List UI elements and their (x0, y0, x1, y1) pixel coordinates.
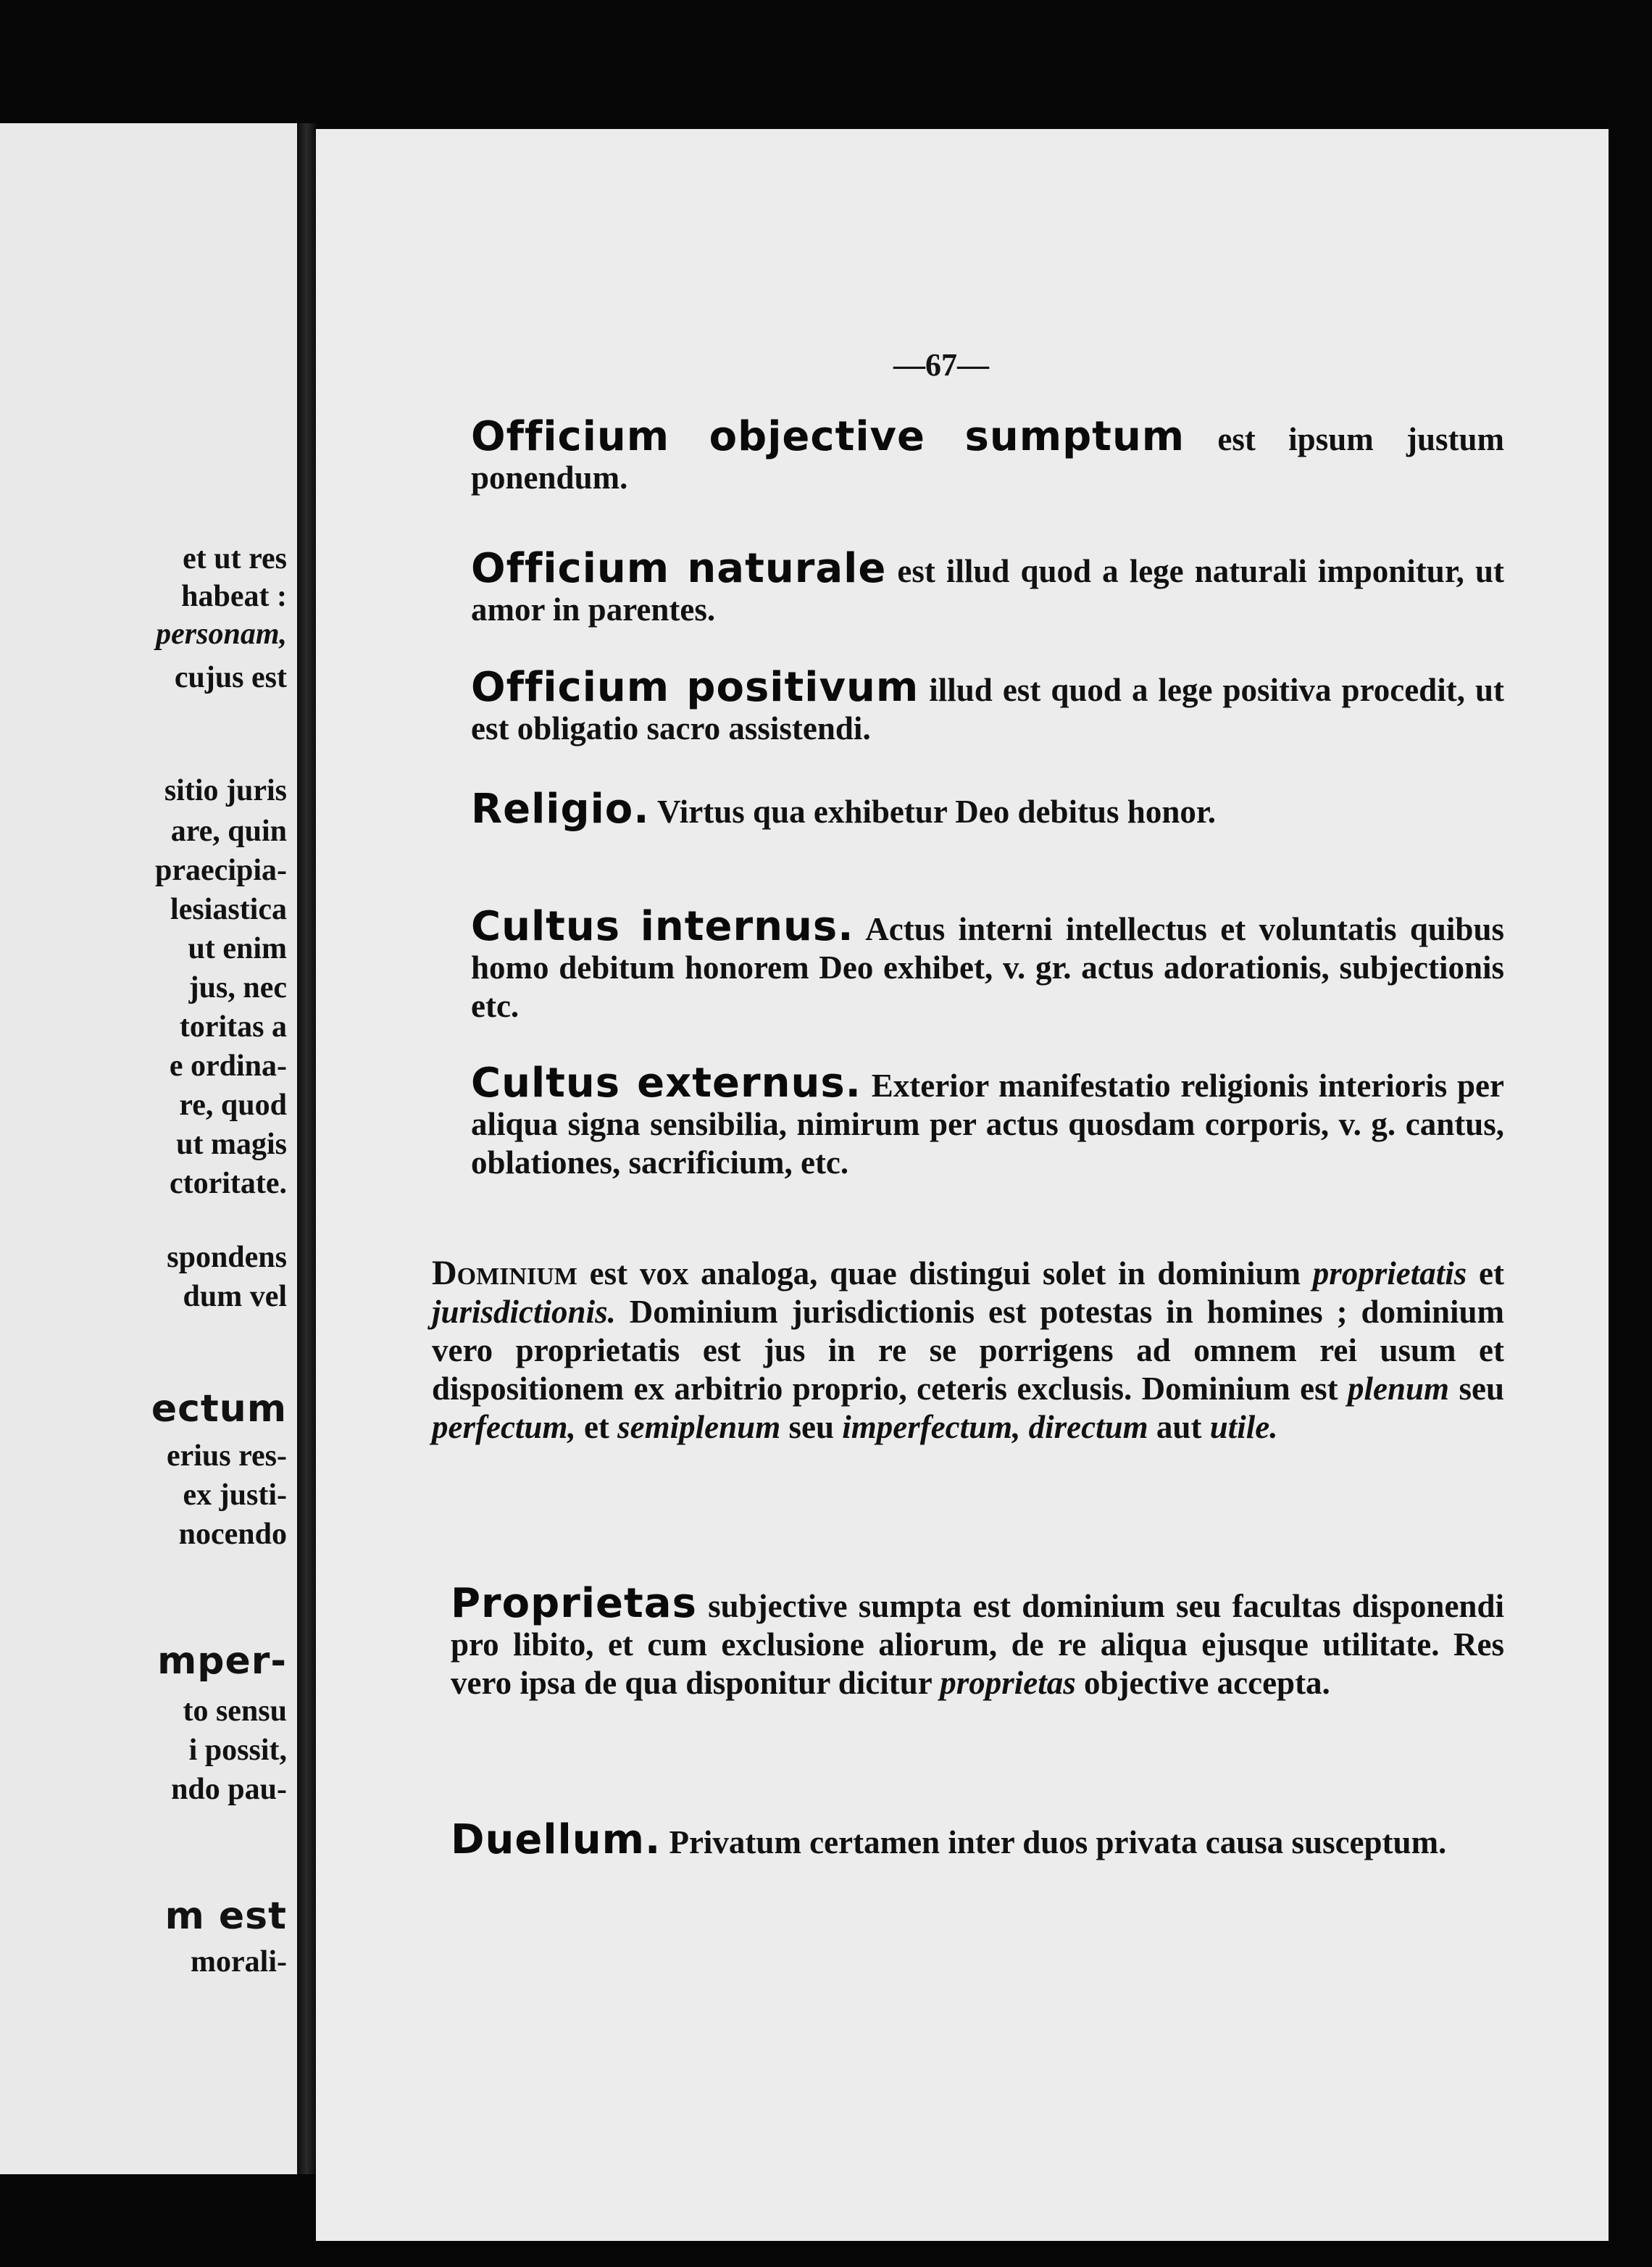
left-page (0, 123, 304, 2174)
italic-term: proprietatis (1312, 1255, 1467, 1291)
entry-definition: seu (780, 1409, 843, 1445)
entry-term: Religio. (471, 786, 650, 833)
entry-term: Officium objective sumptum (471, 413, 1185, 460)
entry-proprietas (451, 1580, 1504, 1702)
entry-definition: Actus interni intellectus et voluntatis quibus homo debitum honorem Deo exhibet, v. gr. actus adorationis, subjectionis etc. (471, 911, 1504, 1024)
entry-officium-objective (471, 413, 1505, 497)
left-text-fragment: m est (164, 1894, 287, 1938)
entry-definition: objective accepta. (1075, 1665, 1330, 1701)
left-text-fragment: praecipia- (155, 854, 287, 887)
left-text-fragment: are, quin (170, 815, 287, 848)
entry-definition: Dominium jurisdictionis est potestas in homines ; dominium vero proprietatis est jus in re se porrigens ad omnem rei usum et dispositionem ex arbitrio proprio, ceteris exclusis. Dominium est (432, 1294, 1504, 1407)
left-text-fragment: ectum (151, 1387, 287, 1431)
entry-term: Proprietas (451, 1580, 697, 1627)
entry-term: Dominium (432, 1254, 577, 1292)
page-number: —67— (893, 347, 989, 383)
left-text-fragment: re, quod (179, 1089, 287, 1122)
entry-definition: est illud quod a lege naturali imponitur, ut amor in parentes. (471, 553, 1504, 628)
entry-cultus-externus (471, 1060, 1504, 1182)
entry-definition: et (575, 1409, 618, 1445)
right-page (316, 129, 1609, 2241)
italic-term: proprietas (940, 1665, 1076, 1701)
left-text-fragment: e ordina- (169, 1049, 287, 1083)
left-text-fragment: mper- (157, 1639, 287, 1683)
entry-definition: Privatum certamen inter duos privata causa susceptum. (661, 1824, 1447, 1860)
entry-definition: est ipsum justum ponendum. (471, 421, 1505, 496)
left-text-fragment: sitio juris (164, 774, 287, 807)
left-text-fragment: habeat : (181, 580, 287, 613)
entry-duellum (451, 1816, 1504, 1863)
book-gutter (297, 123, 316, 2174)
entry-dominium (432, 1254, 1504, 1447)
entry-cultus-internus (471, 903, 1504, 1026)
left-text-fragment: lesiastica (170, 893, 287, 926)
italic-term: imperfectum, directum (842, 1409, 1148, 1445)
left-text-fragment: spondens (167, 1241, 287, 1274)
entry-term: Duellum. (451, 1816, 662, 1863)
left-text-fragment: ctoritate. (169, 1167, 287, 1200)
left-text-fragment: toritas a (179, 1010, 287, 1044)
entry-religio (471, 786, 1504, 833)
entry-definition: seu (1449, 1370, 1505, 1407)
entry-term: Cultus externus. (471, 1060, 862, 1107)
entry-definition: est vox analoga, quae distingui solet in dominium (577, 1255, 1313, 1291)
left-text-fragment: ut enim (188, 932, 287, 965)
entry-definition: subjective sumpta est dominium seu facultas disponendi pro libito, et cum exclusione aliorum, de re aliqua ejusque utilitate. Res vero ipsa de qua disponitur dicitur (451, 1588, 1504, 1701)
left-text-fragment: ut magis (176, 1128, 287, 1161)
entry-definition: illud est quod a lege positiva procedit, ut est obligatio sacro assistendi. (471, 672, 1504, 746)
italic-term: perfectum, (432, 1409, 576, 1445)
left-text-fragment: nocendo (178, 1518, 287, 1551)
left-text-fragment: personam, (156, 617, 287, 651)
italic-term: plenum (1348, 1370, 1450, 1407)
entry-definition: Exterior manifestatio religionis interioris per aliqua signa sensibilia, nimirum per actus quosdam corporis, v. g. cantus, oblationes, sacrificium, etc. (471, 1068, 1504, 1181)
left-text-fragment: cujus est (174, 661, 287, 694)
left-text-fragment: ndo pau- (171, 1773, 287, 1806)
entry-definition: aut (1148, 1409, 1210, 1445)
entry-term: Cultus internus. (471, 903, 854, 950)
entry-officium-positivum (471, 664, 1504, 748)
left-text-fragment: jus, nec (188, 971, 287, 1004)
entry-definition: Virtus qua exhibetur Deo debitus honor. (649, 794, 1216, 830)
left-text-fragment: dum vel (183, 1280, 287, 1313)
italic-term: utile. (1209, 1409, 1278, 1445)
left-text-fragment: i possit, (188, 1734, 287, 1767)
entry-term: Officium positivum (471, 664, 919, 711)
entry-definition: et (1467, 1255, 1504, 1291)
italic-term: semiplenum (617, 1409, 781, 1445)
left-text-fragment: et ut res (183, 542, 287, 575)
entry-officium-naturale (471, 545, 1504, 629)
left-text-fragment: ex justi- (183, 1478, 287, 1512)
left-text-fragment: to sensu (183, 1694, 287, 1728)
entry-term: Officium naturale (471, 545, 887, 592)
left-text-fragment: morali- (191, 1945, 287, 1979)
left-text-fragment: erius res- (166, 1439, 287, 1473)
italic-term: jurisdictionis. (432, 1294, 616, 1330)
